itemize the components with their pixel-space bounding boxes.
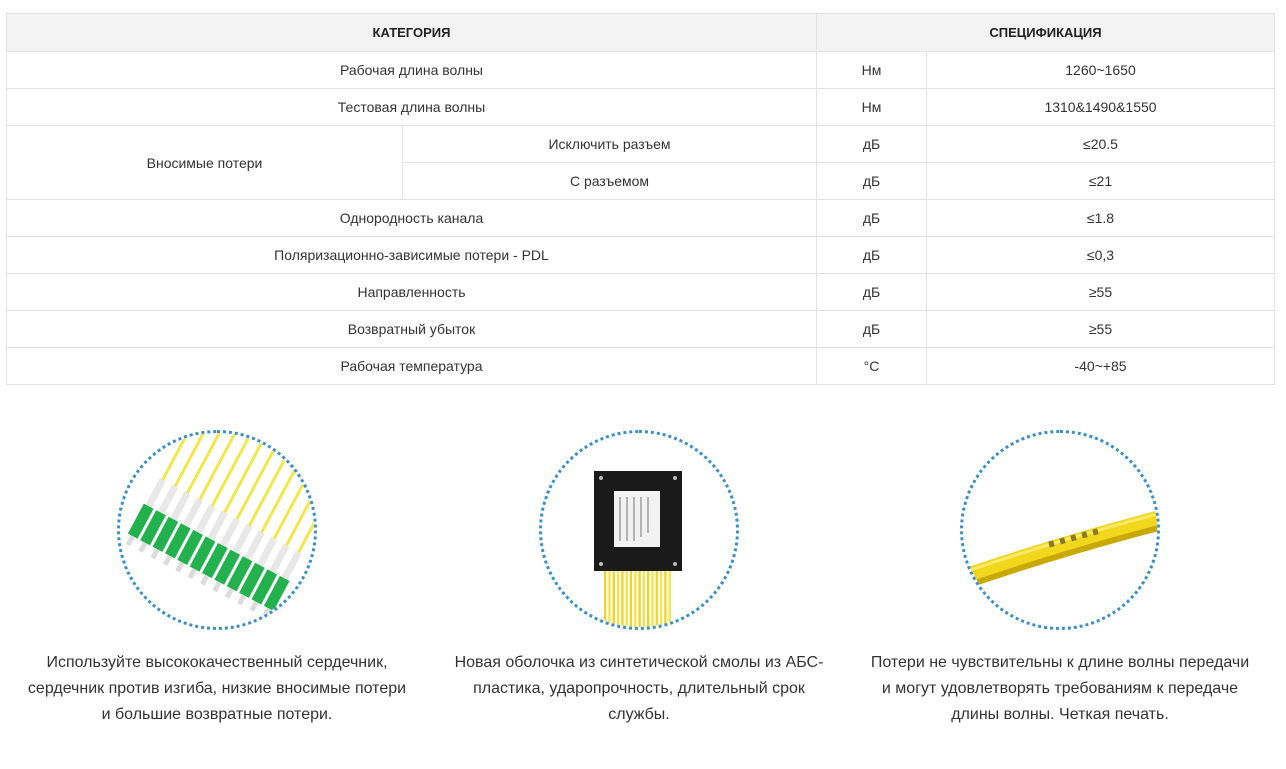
row-value: ≤1.8 — [927, 200, 1275, 237]
table-row — [7, 52, 1275, 89]
row-value: ≤21 — [927, 163, 1275, 200]
row-value: ≤20.5 — [927, 126, 1275, 163]
fiber-connectors-image — [117, 430, 317, 630]
row-unit: Нм — [817, 52, 927, 89]
row-unit: дБ — [817, 126, 927, 163]
row-sublabel: С разъемом — [403, 163, 817, 200]
fiber-connectors-icon — [120, 433, 314, 627]
caption-line: сердечник против изгиба, низкие вносимые потери — [27, 680, 407, 697]
yellow-cable-image — [960, 430, 1160, 630]
row-unit: Нм — [817, 89, 927, 126]
row-label: Направленность — [7, 274, 817, 311]
feature-caption — [27, 650, 407, 728]
row-unit: дБ — [817, 163, 927, 200]
splitter-box-icon — [542, 433, 736, 627]
table-row — [7, 200, 1275, 237]
feature-caption — [870, 650, 1250, 728]
row-value: ≥55 — [927, 274, 1275, 311]
row-sublabel: Исключить разъем — [403, 126, 817, 163]
caption-line: и могут удовлетворять требованиям к передаче — [881, 680, 1239, 697]
caption-line: Используйте высококачественный сердечник, — [46, 654, 388, 671]
row-label: Тестовая длина волны — [7, 89, 817, 126]
row-unit: дБ — [817, 274, 927, 311]
caption-line: службы. — [608, 706, 670, 723]
row-label: Рабочая температура — [7, 348, 817, 385]
feature-card-core — [27, 430, 407, 728]
row-value: ≤0,3 — [927, 237, 1275, 274]
row-unit: дБ — [817, 237, 927, 274]
caption-line: Потери не чувствительны к длине волны передачи — [870, 654, 1250, 671]
table-row — [7, 311, 1275, 348]
row-value: -40~+85 — [927, 348, 1275, 385]
row-unit: дБ — [817, 311, 927, 348]
table-row — [7, 274, 1275, 311]
header-category: КАТЕГОРИЯ — [7, 14, 817, 52]
spec-table — [6, 13, 1275, 385]
splitter-label-sticker — [614, 491, 660, 547]
header-specification: СПЕЦИФИКАЦИЯ — [817, 14, 1275, 52]
row-unit: дБ — [817, 200, 927, 237]
feature-card-print — [870, 430, 1250, 728]
yellow-cable-icon — [963, 433, 1157, 627]
caption-line: Новая оболочка из синтетической смолы из АБС- — [454, 654, 824, 671]
feature-card-shell — [449, 430, 829, 728]
table-row — [7, 89, 1275, 126]
row-label: Вносимые потери — [7, 126, 403, 200]
caption-line: пластика, ударопрочность, длительный срок — [473, 680, 805, 697]
row-label: Рабочая длина волны — [7, 52, 817, 89]
row-label: Возвратный убыток — [7, 311, 817, 348]
row-value: 1310&1490&1550 — [927, 89, 1275, 126]
feature-caption — [449, 650, 829, 728]
splitter-box-image — [539, 430, 739, 630]
caption-line: длины волны. Четкая печать. — [951, 706, 1169, 723]
table-row — [7, 126, 1275, 163]
row-value: 1260~1650 — [927, 52, 1275, 89]
row-label: Поляризационно-зависимые потери - PDL — [7, 237, 817, 274]
table-row — [7, 237, 1275, 274]
table-row — [7, 348, 1275, 385]
row-unit: °C — [817, 348, 927, 385]
caption-line: и большие возвратные потери. — [101, 706, 333, 723]
row-value: ≥55 — [927, 311, 1275, 348]
row-label: Однородность канала — [7, 200, 817, 237]
table-header-row — [7, 14, 1275, 52]
